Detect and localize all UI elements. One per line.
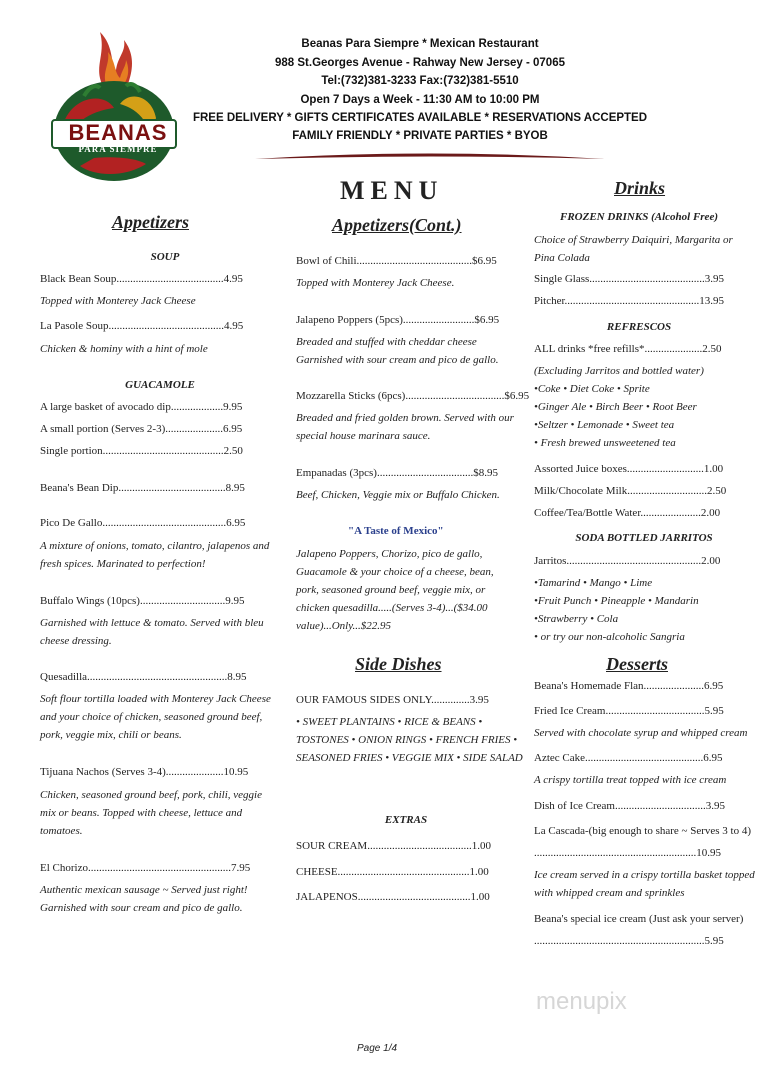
menu-item: Quesadilla...................................................8.95 [40, 671, 247, 683]
menu-title: MENU [340, 176, 444, 205]
taste-of-mexico-title: "A Taste of Mexico" [348, 525, 444, 537]
menu-item: Black Bean Soup.......................................4.95 [40, 273, 243, 285]
menu-item: La Cascada-(big enough to share ~ Serves 3 to 4) [534, 825, 752, 837]
menu-item-desc: Topped with Monterey Jack Cheese. [296, 277, 455, 289]
menu-item: Beana's special ice cream (Just ask your server) [534, 913, 744, 925]
menu-item-desc: Soft flour tortilla loaded with Monterey Jack Cheese and your choice of chicken, seasoned ground beef, pork, veggie mix, chili or beans. [40, 693, 271, 741]
extras-subheading: EXTRAS [384, 814, 428, 826]
menu-item: Single portion............................................2.50 [40, 445, 243, 457]
menu-item-desc: A crispy tortilla treat topped with ice cream [534, 774, 727, 786]
restaurant-logo [44, 26, 184, 186]
guacamole-subheading: GUACAMOLE [125, 379, 195, 391]
menu-item-price: ...........................................................10.95 [534, 847, 721, 859]
header-line-1: Beanas Para Siempre * Mexican Restaurant [301, 38, 539, 50]
menu-item: SOUR CREAM......................................1.00 [296, 840, 491, 852]
menu-item: Bowl of Chili..........................................$6.95 [296, 255, 497, 267]
desserts-heading: Desserts [606, 654, 668, 674]
menu-item: OUR FAMOUS SIDES ONLY..............3.95 [296, 694, 489, 706]
menu-item: Jalapeno Poppers (5pcs)..........................$6.95 [296, 314, 500, 326]
menu-item-desc: Topped with Monterey Jack Cheese [40, 295, 196, 307]
sides-list: • SWEET PLANTAINS • RICE & BEANS • TOSTONES • ONION RINGS • FRENCH FRIES • SEASONED FRIES • VEGGIE MIX • SIDE SALAD [296, 716, 523, 764]
jarritos-list: •Strawberry • Cola [534, 613, 619, 625]
header-services: FREE DELIVERY * GIFTS CERTIFICATES AVAILABLE * RESERVATIONS ACCEPTED [192, 112, 648, 124]
menu-item: JALAPENOS.........................................1.00 [296, 891, 490, 903]
header-hours: Open 7 Days a Week - 11:30 AM to 10:00 PM [300, 94, 540, 106]
frozen-desc: Choice of Strawberry Daiquiri, Margarita or Pina Colada [534, 234, 733, 264]
menu-item: Beana's Bean Dip.......................................8.95 [40, 482, 245, 494]
menu-item: Empanadas (3pcs)...................................$8.95 [296, 467, 498, 479]
menu-item-price: ..............................................................5.95 [534, 935, 724, 947]
menu-item-desc: Breaded and fried golden brown. Served with our special house marinara sauce. [296, 412, 514, 442]
menu-item: Coffee/Tea/Bottle Water......................2.00 [534, 507, 721, 519]
menu-item-desc: Served with chocolate syrup and whipped cream [534, 727, 748, 739]
menu-item: Single Glass..........................................3.95 [534, 273, 725, 285]
menu-item-desc: Chicken, seasoned ground beef, pork, chili, veggie mix or beans. Topped with cheese, lettuce and tomatoes. [40, 789, 262, 837]
menu-item: A small portion (Serves 2-3).....................6.95 [40, 423, 243, 435]
menu-item: La Pasole Soup..........................................4.95 [40, 320, 244, 332]
drinks-heading: Drinks [614, 178, 666, 198]
side-dishes-heading: Side Dishes [355, 654, 442, 674]
menu-item: Aztec Cake...........................................6.95 [534, 752, 723, 764]
menu-item-desc: Authentic mexican sausage ~ Served just right! Garnished with sour cream and pico de gallo. [40, 884, 248, 914]
header-features: FAMILY FRIENDLY * PRIVATE PARTIES * BYOB [292, 130, 548, 142]
menu-item: Beana's Homemade Flan......................6.95 [534, 680, 724, 692]
soda-list: •Ginger Ale • Birch Beer • Root Beer [534, 401, 697, 413]
menu-item: ALL drinks *free refills*.....................2.50 [534, 343, 722, 355]
logo-text: BEANAS [68, 120, 168, 145]
menu-item: Dish of Ice Cream.................................3.95 [534, 800, 725, 812]
menu-item-desc: Garnished with lettuce & tomato. Served with bleu cheese dressing. [40, 617, 264, 647]
header-phone: Tel:(732)381-3233 Fax:(732)381-5510 [321, 75, 519, 87]
soup-subheading: SOUP [150, 251, 180, 263]
jarritos-list: •Tamarind • Mango • Lime [534, 577, 653, 589]
menu-item-desc: Breaded and stuffed with cheddar cheese Garnished with sour cream and pico de gallo. [296, 336, 499, 366]
menu-item-desc: A mixture of onions, tomato, cilantro, jalapenos and fresh spices. Marinated to perfection! [40, 540, 270, 570]
menu-item: Milk/Chocolate Milk.............................2.50 [534, 485, 727, 497]
jarritos-subheading: SODA BOTTLED JARRITOS [575, 532, 713, 544]
menu-item: Pico De Gallo.............................................6.95 [40, 517, 246, 529]
page-number: Page 1/4 [357, 1043, 398, 1054]
jarritos-list: •Fruit Punch • Pineapple • Mandarin [534, 595, 699, 607]
menu-item: Fried Ice Cream....................................5.95 [534, 705, 724, 717]
menu-item: Assorted Juice boxes............................1.00 [534, 463, 724, 475]
menu-item: Jarritos.................................................2.00 [534, 555, 721, 567]
soda-list: • Fresh brewed unsweetened tea [534, 437, 676, 449]
menu-item-desc: Beef, Chicken, Veggie mix or Buffalo Chicken. [296, 489, 500, 501]
header-address: 988 St.Georges Avenue - Rahway New Jersey - 07065 [275, 57, 565, 69]
menu-item: CHEESE................................................1.00 [296, 866, 489, 878]
frozen-subheading: FROZEN DRINKS (Alcohol Free) [560, 211, 718, 223]
header-divider [255, 150, 605, 164]
watermark: menupix [536, 988, 627, 1015]
soda-list: •Seltzer • Lemonade • Sweet tea [534, 419, 675, 431]
menu-item: Mozzarella Sticks (6pcs)....................................$6.95 [296, 390, 530, 402]
menu-item-desc: Chicken & hominy with a hint of mole [40, 343, 208, 355]
logo-subtext: PARA SIEMPRE [78, 144, 158, 154]
jarritos-list: • or try our non-alcoholic Sangria [534, 631, 685, 643]
appetizers-cont-heading: Appetizers(Cont.) [332, 215, 462, 235]
taste-of-mexico-desc: Jalapeno Poppers, Chorizo, pico de gallo, Guacamole & your choice of a cheese, bean, pork, seasoned ground beef, veggie mix, or chicken quesadilla.....(Serves 3-4)...($34.00 value)...Only...$22.95 [296, 548, 494, 632]
menu-item: Pitcher.................................................13.95 [534, 295, 725, 307]
menu-item: Tijuana Nachos (Serves 3-4).....................10.95 [40, 766, 249, 778]
soda-list: •Coke • Diet Coke • Sprite [534, 383, 650, 395]
menu-item: Buffalo Wings (10pcs)...............................9.95 [40, 595, 245, 607]
menu-item: A large basket of avocado dip...................9.95 [40, 401, 243, 413]
appetizers-heading: Appetizers [112, 212, 190, 232]
menu-item: El Chorizo....................................................7.95 [40, 862, 251, 874]
drink-note: (Excluding Jarritos and bottled water) [534, 365, 704, 377]
refrescos-subheading: REFRESCOS [606, 321, 672, 333]
menu-item-desc: Ice cream served in a crispy tortilla basket topped with whipped cream and sprinkles [534, 869, 755, 899]
